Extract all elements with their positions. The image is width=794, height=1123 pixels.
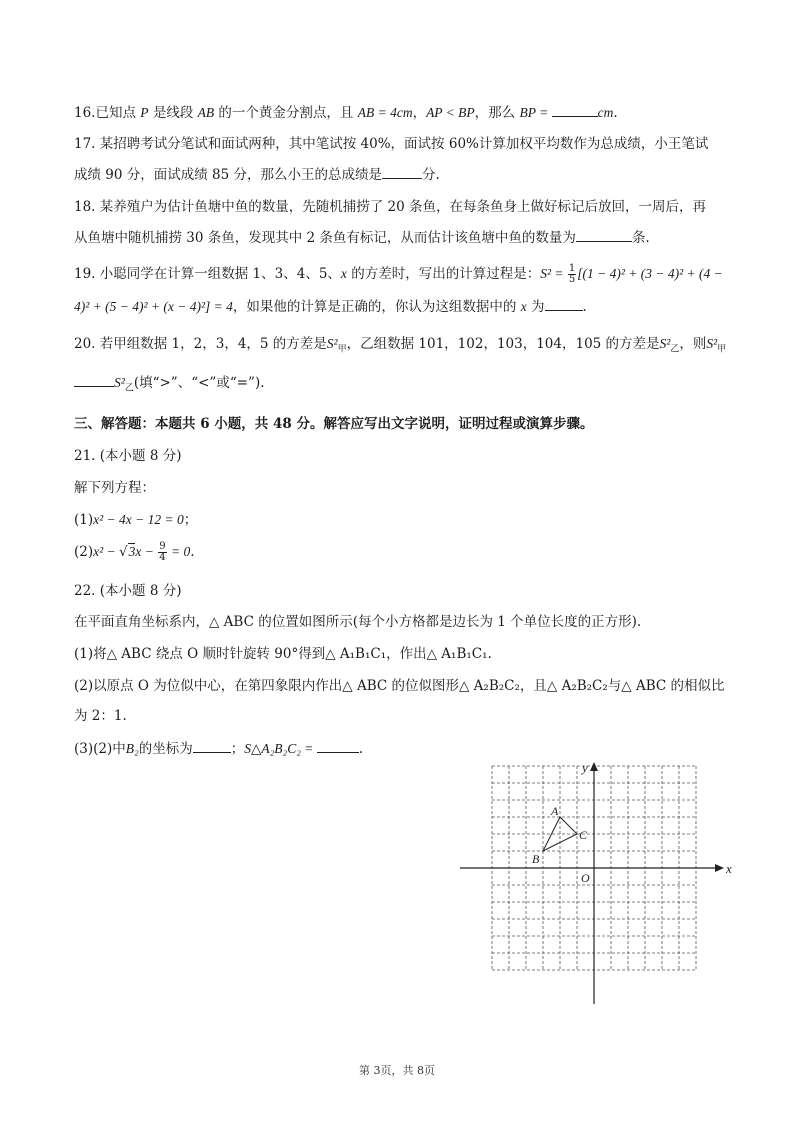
origin-label: O (581, 871, 590, 885)
q22-part1: (1)将△ ABC 绕点 O 顺时针旋转 90°得到△ A₁B₁C₁，作出△ A₁B₁C₁. (74, 646, 492, 662)
point-a-label: A (551, 804, 559, 818)
q21-part1: (1)x² − 4x − 12 = 0； (74, 512, 198, 528)
answer-blank-18[interactable] (576, 227, 632, 242)
answer-blank-22-coord[interactable] (193, 738, 231, 753)
x-axis-label: x (726, 861, 732, 876)
coordinate-grid-figure (454, 758, 734, 1008)
q18-line2: 从鱼塘中随机捕捞 30 条鱼，发现其中 2 条鱼有标记，从而估计该鱼塘中鱼的数量为 条. (74, 227, 650, 248)
q22-part2-line2: 为 2：1. (74, 708, 127, 724)
y-axis-arrow-icon (590, 762, 598, 771)
q22-part3: (3)(2)中B₂的坐标为 ；S△A₂B₂C₂ = . (74, 738, 363, 759)
section-3-heading: 三、解答题：本题共 6 小题，共 48 分。解答应写出文字说明，证明过程或演算步骤。 (74, 416, 594, 432)
q22-intro: 在平面直角坐标系内，△ ABC 的位置如图所示(每个小方格都是边长为 1 个单位长度的正方形). (74, 614, 642, 630)
coordinate-grid-svg (454, 758, 734, 1008)
q22-part2-line1: (2)以原点 O 为位似中心，在第四象限内作出△ ABC 的位似图形△ A₂B₂C₂，且△ A₂B₂C₂与△ ABC 的相似比 (74, 678, 725, 694)
q19-line2: 4)² + (5 − 4)² + (x − 4)²] = 4，如果他的计算是正确的，你认为这组数据中的 x 为 . (74, 296, 587, 317)
page-footer: 第 3页，共 8页 (359, 1064, 435, 1077)
q21-part2: (2)x² − √3x − $\frac{9}{4}$ = 0. (74, 541, 195, 563)
y-axis-label: y (582, 760, 588, 775)
q20-line2: $S^2_乙$(填“>”、“<”或“=”). (74, 372, 265, 399)
fraction-nine-quarters: $\frac{9}{4}$ (159, 541, 166, 563)
q21-intro: 解下列方程： (74, 480, 155, 496)
x-axis-arrow-icon (715, 864, 724, 872)
q16: 16.已知点 P 是线段 AB 的一个黄金分割点，且 AB = 4cm，AP < BP，那么 BP = cm. (74, 102, 618, 123)
answer-blank-17[interactable] (382, 164, 422, 179)
q19-line1: 19. 小聪同学在计算一组数据 1、3、4、5、x 的方差时，写出的计算过程是：S² = $\frac{1}{5}$ [(1 − 4)² + (3 − 4)² + (4 − (74, 263, 723, 285)
q17-line1: 17. 某招聘考试分笔试和面试两种，其中笔试按 40%，面试按 60%计算加权平均数作为总成绩，小王笔试 (74, 136, 709, 152)
answer-blank-20[interactable] (74, 372, 114, 387)
q18-line1: 18. 某养殖户为估计鱼塘中鱼的数量，先随机捕捞了 20 条鱼，在每条鱼身上做好标记后放回，一周后，再 (74, 199, 707, 215)
fraction-one-fifth: $\frac{1}{5}$ (568, 263, 576, 285)
q17-line2: 成绩 90 分，面试成绩 85 分，那么小王的总成绩是 分. (74, 164, 440, 185)
q22-heading: 22. (本小题 8 分) (74, 583, 182, 599)
answer-blank-16[interactable] (552, 102, 598, 117)
point-b-label: B (532, 852, 540, 866)
q20-line1: 20. 若甲组数据 1，2，3，4，5 的方差是$S^2_甲$，乙组数据 101，102，103，104，105 的方差是$S^2_乙$，则$S^2_甲$ (74, 336, 727, 355)
answer-blank-19[interactable] (545, 296, 583, 311)
q21-heading: 21. (本小题 8 分) (74, 448, 182, 464)
point-c-label: C (579, 828, 588, 842)
answer-blank-22-area[interactable] (317, 738, 359, 753)
